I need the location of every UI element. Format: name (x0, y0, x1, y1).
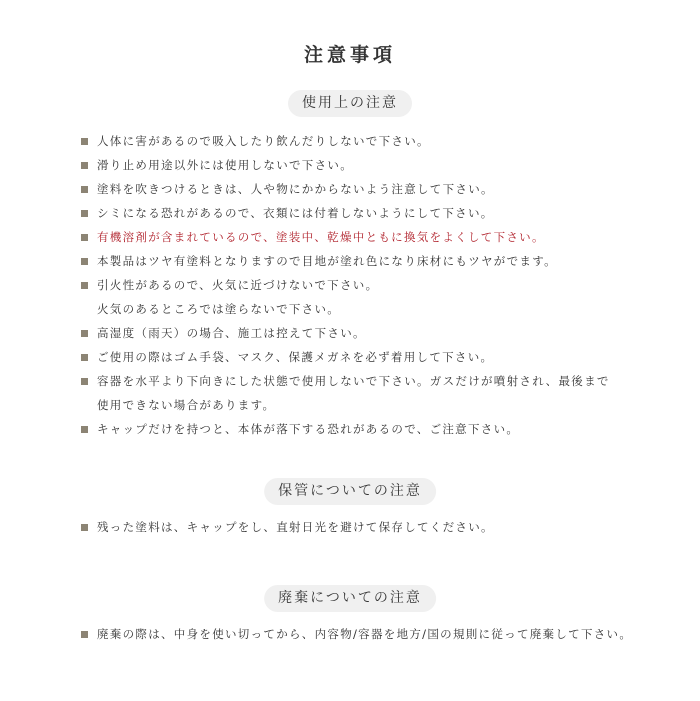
list-item (80, 177, 610, 201)
square-bullet-icon (81, 354, 88, 361)
list-item (80, 201, 610, 225)
list-item (80, 417, 610, 441)
list-item-text: 人体に害があるので吸入したり飲んだりしないで下さい。 (97, 134, 430, 148)
disposal-caution-list (80, 622, 632, 646)
list-item (80, 153, 610, 177)
list-item-text: 滑り止め用途以外には使用しないで下さい。 (97, 158, 353, 172)
section-heading-usage: 使用上の注意 (288, 90, 412, 117)
list-item (80, 321, 610, 345)
list-item-text: 廃棄の際は、中身を使い切ってから、内容物/容器を地方/国の規則に従って廃棄して下さい。 (97, 627, 633, 641)
list-item-text: 有機溶剤が含まれているので、塗装中、乾燥中ともに換気をよくして下さい。 (97, 230, 545, 244)
square-bullet-icon (81, 524, 88, 531)
list-item-text: 残った塗料は、キャップをし、直射日光を避けて保存してください。 (97, 520, 494, 534)
list-item-text-continued: 火気のあるところでは塗らないで下さい。 (97, 302, 341, 316)
list-item (80, 345, 610, 369)
list-item-text: ご使用の際はゴム手袋、マスク、保護メガネを必ず着用して下さい。 (97, 350, 494, 364)
section-heading-disposal: 廃棄についての注意 (264, 585, 436, 612)
list-item-text: 高湿度（雨天）の場合、施工は控えて下さい。 (97, 326, 366, 340)
square-bullet-icon (81, 210, 88, 217)
usage-caution-list (80, 129, 610, 441)
square-bullet-icon (81, 234, 88, 241)
list-item (80, 515, 494, 539)
square-bullet-icon (81, 426, 88, 433)
square-bullet-icon (81, 258, 88, 265)
square-bullet-icon (81, 162, 88, 169)
square-bullet-icon (81, 282, 88, 289)
list-item (80, 129, 610, 153)
square-bullet-icon (81, 631, 88, 638)
page-title: 注意事項 (303, 44, 396, 66)
list-item-text: 本製品はツヤ有塗料となりますので目地が塗れ色になり床材にもツヤがでます。 (97, 254, 557, 268)
list-item-text: キャップだけを持つと、本体が落下する恐れがあるので、ご注意下さい。 (97, 422, 520, 436)
list-item (80, 622, 632, 646)
square-bullet-icon (81, 330, 88, 337)
list-item (80, 369, 610, 417)
list-item (80, 273, 610, 321)
list-item-text: 容器を水平より下向きにした状態で使用しないで下さい。ガスだけが噴射され、最後まで (97, 374, 610, 388)
list-item-text: 塗料を吹きつけるときは、人や物にかからないよう注意して下さい。 (97, 182, 494, 196)
section-heading-storage: 保管についての注意 (264, 478, 436, 505)
list-item-warning (80, 225, 610, 249)
storage-caution-list (80, 515, 494, 539)
list-item-text: シミになる恐れがあるので、衣類には付着しないようにして下さい。 (97, 206, 494, 220)
list-item-text: 引火性があるので、火気に近づけないで下さい。 (97, 278, 379, 292)
list-item (80, 249, 610, 273)
square-bullet-icon (81, 378, 88, 385)
square-bullet-icon (81, 186, 88, 193)
square-bullet-icon (81, 138, 88, 145)
list-item-text-continued: 使用できない場合があります。 (97, 398, 276, 412)
